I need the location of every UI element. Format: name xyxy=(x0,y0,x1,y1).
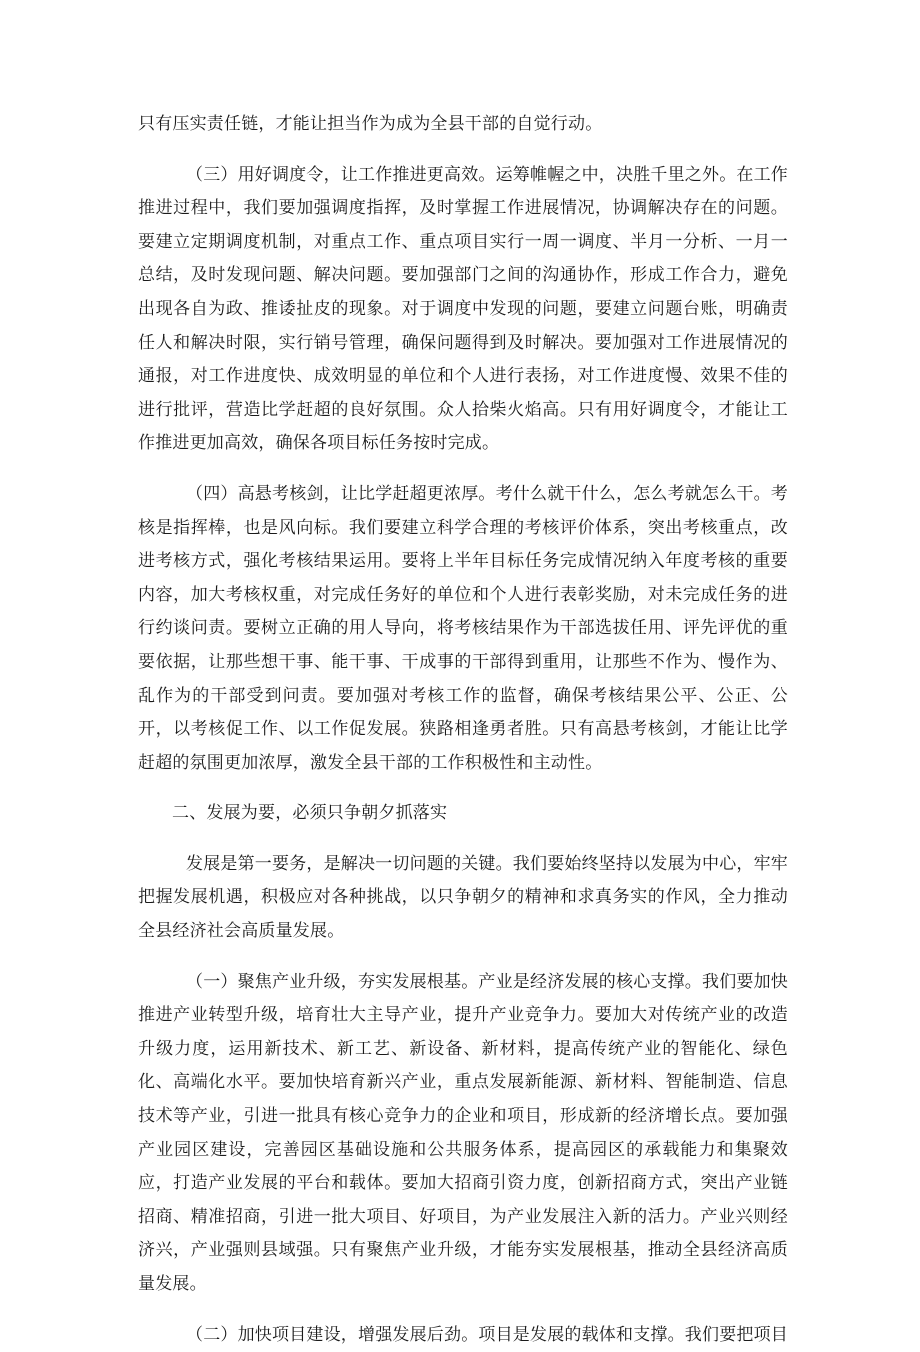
paragraph-2: （三）用好调度令，让工作推进更高效。运筹帷幄之中，决胜千里之外。在工作推进过程中，我们要加强调度指挥，及时掌握工作进展情况，协调解决存在的问题。要建立定期调度机制，对重点工作、重点项目实行一周一调度、半月一分析、一月一总结，及时发现问题、解决问题。要加强部门之间的沟通协作，形成工作合力，避免出现各自为政、推诿扯皮的现象。对于调度中发现的问题，要建立问题台账，明确责任人和解决时限，实行销号管理，确保问题得到及时解决。要加强对工作进展情况的通报，对工作进度快、成效明显的单位和个人进行表扬，对工作进度慢、效果不佳的进行批评，营造比学赶超的良好氛围。众人拾柴火焰高。只有用好调度令，才能让工作推进更加高效，确保各项目标任务按时完成。 xyxy=(138,164,788,454)
document-page xyxy=(138,108,788,1352)
paragraph-3: （四）高悬考核剑，让比学赶超更浓厚。考什么就干什么，怎么考就怎么干。考核是指挥棒，也是风向标。我们要建立科学合理的考核评价体系，突出考核重点，改进考核方式，强化考核结果运用。要将上半年目标任务完成情况纳入年度考核的重要内容，加大考核权重，对完成任务好的单位和个人进行表彰奖励，对未完成任务的进行约谈问责。要树立正确的用人导向，将考核结果作为干部选拔任用、评先评优的重要依据，让那些想干事、能干事、干成事的干部得到重用，让那些不作为、慢作为、乱作为的干部受到问责。要加强对考核工作的监督，确保考核结果公平、公正、公开，以考核促工作、以工作促发展。狭路相逢勇者胜。只有高悬考核剑，才能让比学赶超的氛围更加浓厚，激发全县干部的工作积极性和主动性。 xyxy=(138,483,788,773)
paragraph-1: 只有压实责任链，才能让担当作为成为全县干部的自觉行动。 xyxy=(138,114,603,134)
paragraph-4: 发展是第一要务，是解决一切问题的关键。我们要始终坚持以发展为中心，牢牢把握发展机遇，积极应对各种挑战，以只争朝夕的精神和求真务实的作风，全力推动全县经济社会高质量发展。 xyxy=(138,853,788,942)
section-heading: 二、发展为要，必须只争朝夕抓落实 xyxy=(172,803,448,824)
paragraph-6: （二）加快项目建设，增强发展后劲。项目是发展的载体和支撑。我们要把项目 xyxy=(186,1324,788,1345)
paragraph-5: （一）聚焦产业升级，夯实发展根基。产业是经济发展的核心支撑。我们要加快推进产业转型升级，培育壮大主导产业，提升产业竞争力。要加大对传统产业的改造升级力度，运用新技术、新工艺、新设备、新材料，提高传统产业的智能化、绿色化、高端化水平。要加快培育新兴产业，重点发展新能源、新材料、智能制造、信息技术等产业，引进一批具有核心竞争力的企业和项目，形成新的经济增长点。要加强产业园区建设，完善园区基础设施和公共服务体系，提高园区的承载能力和集聚效应，打造产业发展的平台和载体。要加大招商引资力度，创新招商方式，突出产业链招商、精准招商，引进一批大项目、好项目，为产业发展注入新的活力。产业兴则经济兴，产业强则县域强。只有聚焦产业升级，才能夯实发展根基，推动全县经济高质量发展。 xyxy=(138,971,788,1294)
